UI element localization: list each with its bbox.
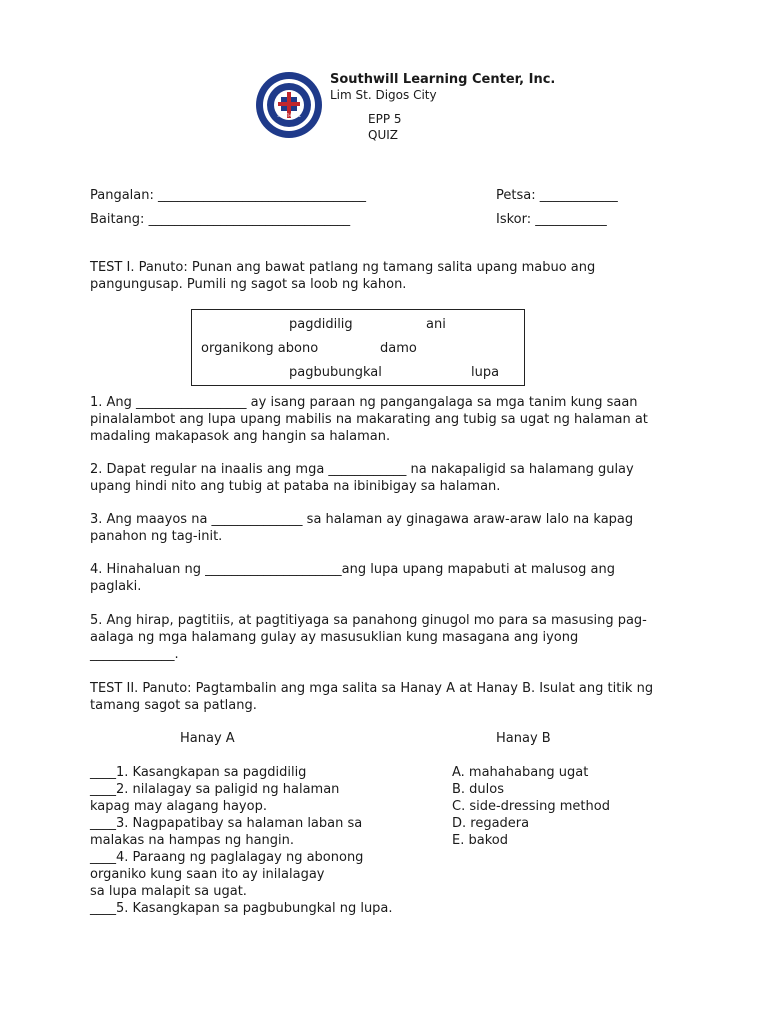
test1-item-1 (90, 394, 648, 445)
list-item: organiko kung saan ito ay inilalagay (90, 867, 325, 882)
word-bank-item: pagdidilig (289, 317, 353, 332)
test2-instruction-line2: tamang sagot sa patlang. (90, 698, 257, 713)
item-line: 4. Hinahaluan ng _____________________ang lupa upang mapabuti at malusog ang (90, 562, 615, 577)
subject-label: EPP 5 (368, 112, 402, 126)
list-item: ____4. Paraang ng paglalagay ng abonong (90, 850, 364, 865)
word-bank-box (191, 309, 525, 386)
school-name: Southwill Learning Center, Inc. (330, 72, 556, 87)
list-item: D. regadera (452, 816, 530, 831)
hanay-a-title: Hanay A (180, 731, 235, 746)
item-line: 2. Dapat regular na inaalis ang mga ____________ na nakapaligid sa halamang gulay (90, 462, 634, 477)
test1-instruction-line2: pangungusap. Pumili ng sagot sa loob ng kahon. (90, 277, 407, 292)
hanay-b-title: Hanay B (496, 731, 551, 746)
test1-item-5 (90, 612, 647, 663)
test1-item-2 (90, 461, 634, 495)
list-item: ____3. Nagpapatibay sa halaman laban sa (90, 816, 363, 831)
item-line: upang hindi nito ang tubig at pataba na ibinibigay sa halaman. (90, 479, 501, 494)
test1-instruction-line1: TEST I. Panuto: Punan ang bawat patlang ng tamang salita upang mabuo ang (90, 260, 596, 275)
list-item: C. side-dressing method (452, 799, 610, 814)
hanay-b-list (452, 764, 610, 849)
list-item: A. mahahabang ugat (452, 765, 589, 780)
item-line: madaling makapasok ang hangin sa halaman. (90, 429, 391, 444)
quiz-label: QUIZ (368, 128, 398, 142)
list-item: malakas na hampas ng hangin. (90, 833, 295, 848)
grade-field[interactable]: Baitang: _______________________________ (90, 212, 351, 227)
name-field[interactable]: Pangalan: ________________________________ (90, 188, 367, 203)
item-line: paglaki. (90, 579, 142, 594)
test2-instruction-line1: TEST II. Panuto: Pagtambalin ang mga salita sa Hanay A at Hanay B. Isulat ang titik ng (90, 681, 654, 696)
word-bank-item: pagbubungkal (289, 365, 382, 380)
test1-item-3 (90, 511, 633, 545)
word-bank-item: lupa (471, 365, 500, 380)
logo-text: SOUTHWILL (277, 113, 301, 118)
school-address: Lim St. Digos City (330, 88, 437, 102)
word-bank-item: organikong abono (201, 341, 319, 356)
item-line: 1. Ang _________________ ay isang paraan ng pangangalaga sa mga tanim kung saan (90, 395, 638, 410)
list-item: ____2. nilalagay sa paligid ng halaman (90, 782, 340, 797)
test1-item-4 (90, 561, 615, 595)
list-item: sa lupa malapit sa ugat. (90, 884, 247, 899)
date-field[interactable]: Petsa: ____________ (496, 188, 618, 203)
list-item: ____1. Kasangkapan sa pagdidilig (90, 765, 307, 780)
word-bank-item: ani (426, 317, 446, 332)
list-item: B. dulos (452, 782, 505, 797)
word-bank-item: damo (380, 341, 417, 356)
list-item: ____5. Kasangkapan sa pagbubungkal ng lupa. (90, 901, 393, 916)
list-item: kapag may alagang hayop. (90, 799, 267, 814)
school-logo (254, 70, 324, 140)
hanay-a-list (90, 764, 393, 917)
item-line: 3. Ang maayos na ______________ sa halaman ay ginagawa araw-araw lalo na kapag (90, 512, 634, 527)
item-line: 5. Ang hirap, pagtitiis, at pagtitiyaga sa panahong ginugol mo para sa masusing pag- (90, 613, 647, 628)
score-field[interactable]: Iskor: ___________ (496, 212, 607, 227)
item-line: panahon ng tag-init. (90, 529, 223, 544)
item-line: aalaga ng mga halamang gulay ay masusuklian kung masagana ang iyong (90, 630, 579, 645)
list-item: E. bakod (452, 833, 508, 848)
item-line: _____________. (90, 647, 179, 662)
item-line: pinalalambot ang lupa upang mabilis na makarating ang tubig sa ugat ng halaman at (90, 412, 648, 427)
